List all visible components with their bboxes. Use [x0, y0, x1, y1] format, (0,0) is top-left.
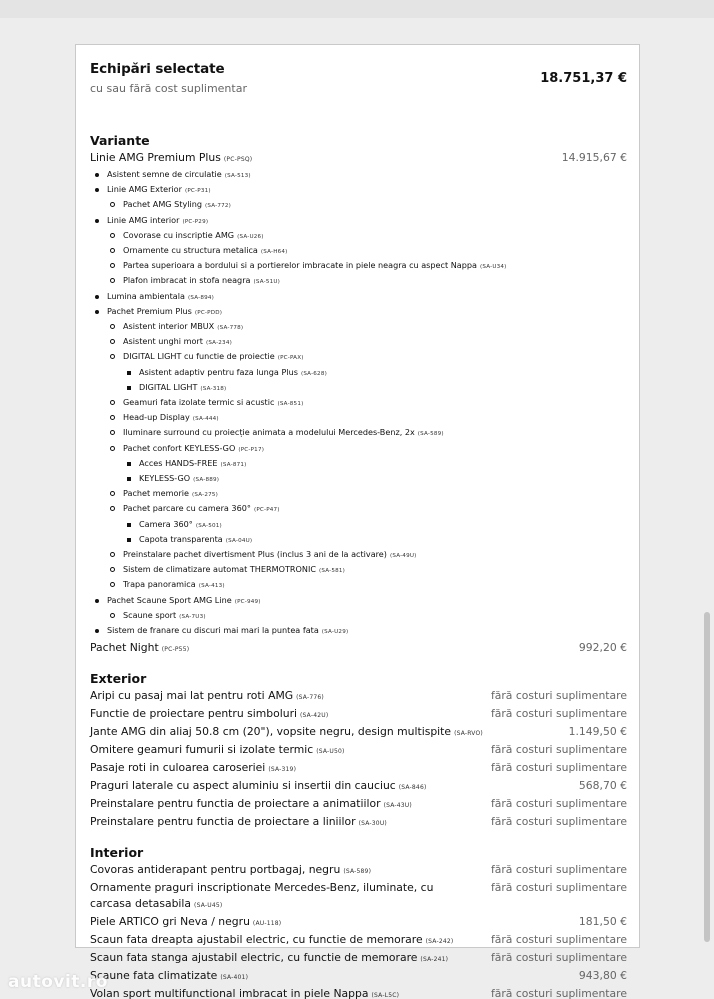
equipment-name: Preinstalare pentru functia de proiectare a animatiilor [90, 797, 381, 811]
bullet-dot-icon [95, 188, 99, 192]
option-label: Pachet confort KEYLESS-GO [123, 442, 236, 453]
equipment-name: Covoras antiderapant pentru portbagaj, negru [90, 863, 341, 877]
option-item [90, 381, 627, 396]
option-code: (SA-413) [198, 583, 225, 590]
option-label: Sistem de climatizare automat THERMOTRONIC [123, 564, 316, 575]
header-subtitle: cu sau fără cost suplimentar [90, 82, 247, 95]
option-label: DIGITAL LIGHT [139, 381, 198, 392]
section-title-interior: Interior [90, 845, 144, 861]
option-item [90, 305, 627, 320]
option-code: (SA-234) [205, 340, 232, 347]
option-item [90, 457, 627, 472]
option-code: (SA-04U) [225, 537, 253, 544]
option-item [90, 624, 627, 639]
option-label: Pachet parcare cu camera 360° [123, 503, 251, 514]
bullet-dot-icon [95, 173, 99, 177]
equipment-row [90, 706, 627, 724]
option-item [90, 274, 627, 289]
equipment-price: 943,80 € [578, 969, 627, 983]
bullet-square-icon [127, 523, 131, 527]
option-label: Asistent adaptiv pentru faza lunga Plus [139, 366, 298, 377]
option-label: Partea superioara a bordului si a portierelor imbracate in piele neagra cu aspect Nappa [123, 260, 477, 271]
equipment-code: (SA-U45) [194, 902, 223, 910]
option-label: DIGITAL LIGHT cu functie de proiectie [123, 351, 275, 362]
equipment-name: Jante AMG din aliaj 50.8 cm (20"), vopsite negru, design multispite [90, 725, 452, 739]
equipment-row [90, 742, 627, 760]
option-code: (SA-49U) [389, 553, 417, 560]
option-code: (SA-581) [319, 568, 346, 575]
equipment-price: 181,50 € [578, 915, 627, 929]
equipment-code: (AU-118) [252, 920, 282, 928]
package-row-amg-premium [90, 150, 627, 168]
bullet-circle-icon [110, 233, 115, 238]
equipment-name: Preinstalare pentru functia de proiectare a liniilor [90, 815, 356, 829]
equipment-name: Volan sport multifunctional imbracat in piele Nappa [90, 987, 369, 999]
option-code: (SA-851) [277, 401, 304, 408]
bullet-dot-icon [95, 219, 99, 223]
interior-list [90, 862, 627, 999]
equipment-code: (SA-401) [220, 974, 249, 982]
option-code: (SA-318) [200, 385, 227, 392]
option-label: Camera 360° [139, 518, 193, 529]
option-label: Capota transparenta [139, 533, 223, 544]
equipment-row [90, 914, 627, 932]
option-code: (PC-P31) [184, 188, 211, 195]
package-code: (PC-PSQ) [223, 156, 253, 163]
option-code: (SA-894) [187, 294, 215, 301]
bullet-dot-icon [95, 629, 99, 633]
equipment-code: (SA-319) [268, 766, 297, 774]
bullet-circle-icon [110, 415, 115, 420]
option-item [90, 487, 627, 502]
bullet-circle-icon [110, 506, 115, 511]
option-label: Pachet Scaune Sport AMG Line [107, 594, 232, 605]
bullet-circle-icon [110, 248, 115, 253]
option-code: (SA-772) [205, 203, 232, 210]
equipment-price: fără costuri suplimentare [490, 987, 627, 999]
option-item [90, 320, 627, 335]
option-label: Trapa panoramica [123, 579, 196, 590]
option-code: (SA-501) [195, 522, 222, 529]
option-code: (SA-628) [300, 370, 327, 377]
option-code: (SA-871) [220, 461, 247, 468]
equipment-header [90, 61, 627, 95]
package-row-night [90, 640, 627, 658]
bullet-circle-icon [110, 582, 115, 587]
equipment-code: (SA-242) [425, 938, 454, 946]
option-code: (SA-U29) [321, 629, 349, 636]
option-label: Sistem de franare cu discuri mai mari la puntea fata [107, 625, 319, 636]
equipment-row [90, 724, 627, 742]
option-label: Iluminare surround cu proiecție animata a modelului Mercedes-Benz, 2x [123, 427, 415, 438]
option-code: (PC-949) [234, 598, 261, 605]
bullet-square-icon [127, 538, 131, 542]
option-item [90, 350, 627, 365]
option-code: (PC-PDD) [194, 309, 223, 316]
bullet-circle-icon [110, 278, 115, 283]
equipment-code: (SA-L5C) [371, 992, 400, 999]
option-label: Asistent unghi mort [123, 336, 203, 347]
equipment-price: fără costuri suplimentare [490, 707, 627, 721]
equipment-name: Ornamente praguri inscriptionate Mercedes-Benz, iluminate, cu carcasa detasabila [90, 881, 434, 911]
equipment-name: Scaun fata stanga ajustabil electric, cu functie de memorare [90, 951, 418, 965]
option-code: (SA-444) [192, 416, 219, 423]
option-item [90, 518, 627, 533]
equipment-price: fără costuri suplimentare [490, 815, 627, 829]
option-label: Ornamente cu structura metalica [123, 245, 258, 256]
option-label: Acces HANDS-FREE [139, 457, 218, 468]
package-name: Pachet Night [90, 641, 159, 655]
section-title-variante: Variante [90, 133, 150, 148]
option-label: Geamuri fata izolate termic si acustic [123, 397, 275, 408]
equipment-price: fără costuri suplimentare [490, 881, 627, 895]
bullet-circle-icon [110, 446, 115, 451]
exterior-list [90, 688, 627, 832]
equipment-name: Praguri laterale cu aspect aluminiu si insertii din cauciuc [90, 779, 396, 793]
bullet-dot-icon [95, 599, 99, 603]
equipment-code: (SA-42U) [300, 712, 329, 720]
equipment-row [90, 968, 627, 986]
option-item [90, 198, 627, 213]
package-options-list [90, 168, 627, 639]
bullet-circle-icon [110, 324, 115, 329]
option-code: (PC-P47) [253, 507, 280, 514]
section-title-exterior: Exterior [90, 671, 147, 687]
package-name: Linie AMG Premium Plus [90, 151, 221, 164]
option-item [90, 578, 627, 593]
option-item [90, 396, 627, 411]
equipment-row [90, 778, 627, 796]
top-strip [0, 0, 714, 18]
option-item [90, 335, 627, 350]
bullet-dot-icon [95, 295, 99, 299]
equipment-price: fără costuri suplimentare [490, 797, 627, 811]
option-item [90, 502, 627, 517]
equipment-row [90, 950, 627, 968]
equipment-name: Functie de proiectare pentru simboluri [90, 707, 298, 721]
option-code: (SA-7U3) [179, 613, 206, 620]
equipment-row [90, 880, 627, 914]
equipment-price: fără costuri suplimentare [490, 863, 627, 877]
bullet-square-icon [127, 386, 131, 390]
package-code: (PC-P55) [161, 646, 190, 654]
equipment-code: (SA-U50) [316, 748, 345, 756]
option-label: Pachet memorie [123, 488, 190, 499]
option-label: Lumina ambientala [107, 290, 185, 301]
bullet-circle-icon [110, 263, 115, 268]
equipment-price: 568,70 € [578, 779, 627, 793]
scrollbar[interactable] [704, 612, 710, 942]
option-code: (SA-513) [224, 173, 251, 179]
option-label: Head-up Display [123, 412, 190, 423]
option-code: (SA-275) [192, 492, 219, 499]
option-item [90, 259, 627, 274]
option-code: (SA-U34) [479, 264, 507, 271]
equipment-name: Scaun fata dreapta ajustabil electric, cu functie de memorare [90, 933, 423, 947]
option-label: Asistent interior MBUX [123, 321, 215, 332]
bullet-circle-icon [110, 552, 115, 557]
equipment-row [90, 932, 627, 950]
option-label: Linie AMG Exterior [107, 184, 182, 195]
option-item [90, 411, 627, 426]
option-label: Preinstalare pachet divertisment Plus (inclus 3 ani de la activare) [123, 549, 387, 560]
equipment-code: (SA-589) [343, 868, 372, 876]
option-label: KEYLESS-GO [139, 473, 191, 484]
equipment-row [90, 862, 627, 880]
equipment-document [75, 44, 640, 999]
bullet-circle-icon [110, 354, 115, 359]
equipment-price: fără costuri suplimentare [490, 933, 627, 947]
bullet-circle-icon [110, 430, 115, 435]
option-item [90, 290, 627, 305]
option-item [90, 426, 627, 441]
equipment-name: Aripi cu pasaj mai lat pentru roti AMG [90, 689, 294, 703]
bullet-circle-icon [110, 202, 115, 207]
equipment-price: fără costuri suplimentare [490, 761, 627, 775]
option-code: (SA-889) [193, 477, 220, 484]
option-code: (PC-PAX) [277, 355, 304, 362]
option-item [90, 229, 627, 244]
equipment-name: Scaune fata climatizate [90, 969, 218, 983]
option-item [90, 609, 627, 624]
equipment-name: Pasaje roti in culoarea caroseriei [90, 761, 266, 775]
equipment-price: fără costuri suplimentare [490, 951, 627, 965]
equipment-row [90, 796, 627, 814]
bullet-square-icon [127, 371, 131, 375]
option-item [90, 563, 627, 578]
total-price: 18.751,37 € [540, 71, 627, 86]
equipment-name: Omitere geamuri fumurii si izolate termic [90, 743, 314, 757]
option-item [90, 168, 627, 183]
equipment-row [90, 814, 627, 832]
header-title: Echipări selectate [90, 61, 225, 77]
bullet-circle-icon [110, 339, 115, 344]
equipment-price: fără costuri suplimentare [490, 743, 627, 757]
equipment-code: (SA-776) [296, 694, 324, 702]
equipment-code: (SA-RVO) [454, 730, 483, 738]
equipment-row [90, 986, 627, 999]
option-label: Plafon imbracat in stofa neagra [123, 275, 251, 286]
bullet-circle-icon [110, 567, 115, 572]
bullet-square-icon [127, 462, 131, 466]
option-item [90, 472, 627, 487]
equipment-row [90, 760, 627, 778]
option-item [90, 442, 627, 457]
equipment-code: (SA-43U) [383, 802, 412, 810]
option-code: (SA-H64) [260, 249, 288, 256]
option-label: Linie AMG interior [107, 214, 180, 225]
option-code: (PC-P17) [238, 446, 265, 453]
option-label: Pachet Premium Plus [107, 305, 192, 316]
option-item [90, 548, 627, 563]
equipment-price: 1.149,50 € [568, 725, 627, 739]
option-code: (SA-U26) [237, 233, 264, 240]
package-price: 992,20 € [578, 641, 627, 655]
equipment-code: (SA-241) [420, 956, 449, 964]
equipment-code: (SA-846) [398, 784, 427, 792]
bullet-circle-icon [110, 613, 115, 618]
equipment-name: Piele ARTICO gri Neva / negru [90, 915, 250, 929]
option-label: Pachet AMG Styling [123, 199, 203, 210]
option-label: Covorase cu inscriptie AMG [123, 229, 235, 240]
option-item [90, 214, 627, 229]
option-code: (SA-51U) [253, 279, 281, 286]
option-item [90, 533, 627, 548]
option-item [90, 594, 627, 609]
package-price: 14.915,67 € [561, 151, 627, 164]
equipment-row [90, 688, 627, 706]
bullet-circle-icon [110, 491, 115, 496]
option-code: (SA-778) [217, 325, 244, 332]
option-label: Asistent semne de circulatie [107, 169, 222, 179]
bullet-square-icon [127, 477, 131, 481]
watermark-logo: autovit.ro [8, 972, 108, 992]
option-item [90, 366, 627, 381]
option-code: (PC-P29) [182, 218, 209, 225]
option-code: (SA-589) [417, 431, 444, 438]
equipment-code: (SA-30U) [358, 820, 387, 828]
option-item [90, 244, 627, 259]
equipment-price: fără costuri suplimentare [490, 689, 627, 703]
bullet-circle-icon [110, 400, 115, 405]
option-label: Scaune sport [123, 609, 177, 620]
option-item [90, 183, 627, 198]
bullet-dot-icon [95, 310, 99, 314]
equipment-content [90, 133, 627, 999]
